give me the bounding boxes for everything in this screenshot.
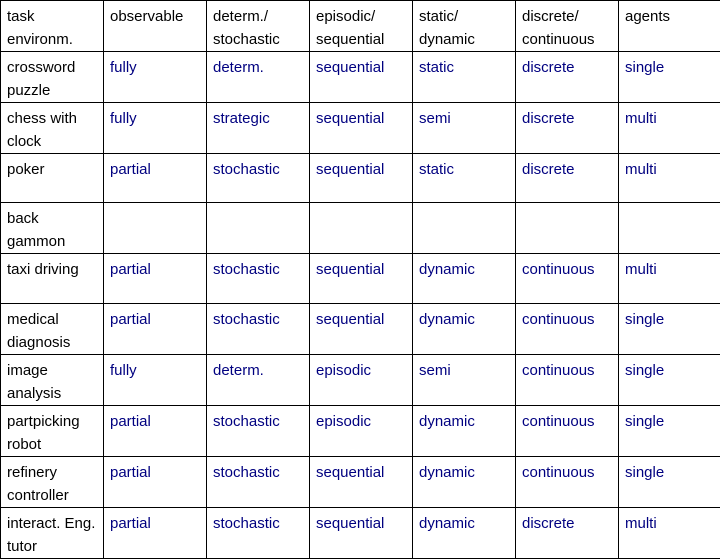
row-label: interact. Eng. tutor [1, 507, 104, 558]
cell-observable: partial [104, 507, 207, 558]
cell-static [413, 203, 516, 254]
cell-static: dynamic [413, 303, 516, 354]
table-row [1, 154, 720, 203]
table-row [1, 103, 720, 154]
cell-discrete: continuous [516, 254, 619, 303]
table-row [1, 303, 720, 354]
cell-deterministic: determ. [207, 52, 310, 103]
cell-deterministic: stochastic [207, 154, 310, 203]
cell-episodic [310, 203, 413, 254]
header-discrete-continuous: discrete/ continuous [516, 1, 619, 52]
cell-episodic: episodic [310, 354, 413, 405]
cell-agents: single [619, 456, 720, 507]
table-row [1, 203, 720, 254]
cell-agents: single [619, 52, 720, 103]
cell-static: dynamic [413, 456, 516, 507]
header-task-environment: task environm. [1, 1, 104, 52]
cell-discrete: continuous [516, 456, 619, 507]
cell-observable: partial [104, 154, 207, 203]
cell-deterministic: stochastic [207, 254, 310, 303]
table-row [1, 52, 720, 103]
row-label: refinery controller [1, 456, 104, 507]
cell-observable: fully [104, 354, 207, 405]
header-static-dynamic: static/ dynamic [413, 1, 516, 52]
header-observable: observable [104, 1, 207, 52]
cell-discrete: continuous [516, 354, 619, 405]
cell-deterministic: stochastic [207, 456, 310, 507]
cell-observable: fully [104, 52, 207, 103]
row-label: partpicking robot [1, 405, 104, 456]
table-row [1, 507, 720, 558]
cell-discrete: discrete [516, 507, 619, 558]
cell-agents [619, 203, 720, 254]
cell-static: semi [413, 103, 516, 154]
cell-episodic: episodic [310, 405, 413, 456]
cell-observable [104, 203, 207, 254]
row-label: back gammon [1, 203, 104, 254]
cell-episodic: sequential [310, 52, 413, 103]
cell-episodic: sequential [310, 154, 413, 203]
cell-observable: partial [104, 254, 207, 303]
header-deterministic-stochastic: determ./ stochastic [207, 1, 310, 52]
header-episodic-sequential: episodic/ sequential [310, 1, 413, 52]
cell-deterministic [207, 203, 310, 254]
cell-agents: multi [619, 103, 720, 154]
table-row [1, 254, 720, 303]
cell-observable: partial [104, 303, 207, 354]
cell-deterministic: stochastic [207, 405, 310, 456]
cell-discrete: continuous [516, 303, 619, 354]
cell-discrete [516, 203, 619, 254]
cell-static: static [413, 154, 516, 203]
cell-observable: partial [104, 456, 207, 507]
cell-episodic: sequential [310, 303, 413, 354]
cell-agents: single [619, 354, 720, 405]
cell-agents: multi [619, 154, 720, 203]
cell-agents: multi [619, 507, 720, 558]
cell-deterministic: strategic [207, 103, 310, 154]
cell-observable: partial [104, 405, 207, 456]
cell-discrete: discrete [516, 103, 619, 154]
cell-agents: single [619, 405, 720, 456]
cell-episodic: sequential [310, 103, 413, 154]
cell-discrete: discrete [516, 154, 619, 203]
cell-deterministic: stochastic [207, 507, 310, 558]
cell-episodic: sequential [310, 254, 413, 303]
cell-static: static [413, 52, 516, 103]
header-agents: agents [619, 1, 720, 52]
cell-episodic: sequential [310, 456, 413, 507]
header-row [1, 1, 720, 52]
table-row [1, 456, 720, 507]
cell-discrete: continuous [516, 405, 619, 456]
table-row [1, 354, 720, 405]
cell-discrete: discrete [516, 52, 619, 103]
cell-observable: fully [104, 103, 207, 154]
row-label: crossword puzzle [1, 52, 104, 103]
table-row [1, 405, 720, 456]
cell-static: dynamic [413, 254, 516, 303]
row-label: medical diagnosis [1, 303, 104, 354]
cell-deterministic: stochastic [207, 303, 310, 354]
row-label: image analysis [1, 354, 104, 405]
cell-episodic: sequential [310, 507, 413, 558]
cell-static: semi [413, 354, 516, 405]
row-label: poker [1, 154, 104, 203]
row-label: taxi driving [1, 254, 104, 303]
cell-deterministic: determ. [207, 354, 310, 405]
row-label: chess with clock [1, 103, 104, 154]
cell-agents: single [619, 303, 720, 354]
cell-static: dynamic [413, 405, 516, 456]
cell-static: dynamic [413, 507, 516, 558]
cell-agents: multi [619, 254, 720, 303]
